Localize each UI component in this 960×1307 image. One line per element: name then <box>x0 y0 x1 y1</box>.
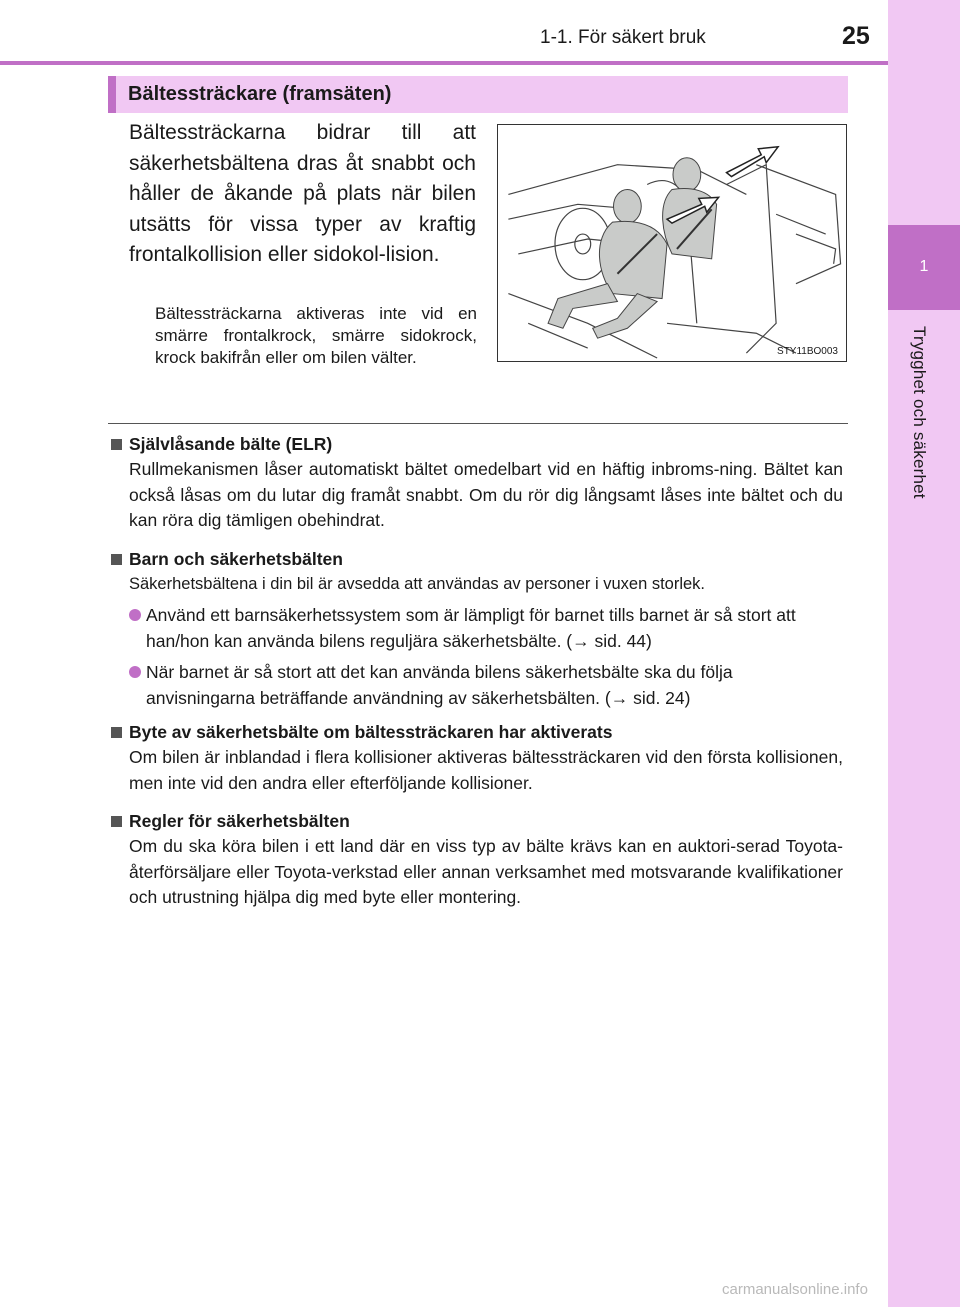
square-bullet-icon <box>111 816 122 827</box>
intro-text: Bältessträckarna bidrar till att säkerhetsbältena dras åt snabbt och håller de åkande på plats när bilen utsätts för vissa typer av kraftig frontalkollision eller sidokol-lision. <box>129 121 476 266</box>
square-bullet-icon <box>111 727 122 738</box>
chapter-label: Trygghet och säkerhet <box>910 326 929 499</box>
section-heading <box>111 719 843 745</box>
section-title-bar <box>108 76 848 113</box>
list-item-text: När barnet är så stort att det kan använda bilens säkerhetsbälte ska du följa anvisningarna beträffande användning av säkerhetsbälten. (→ sid. 24) <box>146 662 733 708</box>
illustration-code: STY11BO003 <box>777 346 838 357</box>
section-body: Säkerhetsbältena i din bil är avsedda att användas av personer i vuxen storlek. <box>129 574 706 593</box>
title-marker <box>108 76 116 113</box>
sections <box>111 431 843 915</box>
chapter-number: 1 <box>919 258 929 275</box>
header-rule <box>0 61 888 65</box>
section-heading-text: Barn och säkerhetsbälten <box>129 548 343 569</box>
section-heading-text: Självlåsande bälte (ELR) <box>129 434 333 454</box>
section-heading <box>111 431 843 457</box>
intro-note: Bältessträckarna aktiveras inte vid en smärre frontalkrock, smärre sidokrock, krock bakifrån eller om bilen välter. <box>155 304 477 367</box>
square-bullet-icon <box>111 439 122 450</box>
list-item <box>129 660 843 711</box>
list-item-text: Använd ett barnsäkerhetssystem som är lämpligt för barnet tills barnet är så stort att han/hon kan använda bilens reguljära säkerhetsbälte. (→ sid. 44) <box>146 605 796 651</box>
section-heading-text: Regler för säkerhetsbälten <box>129 811 350 831</box>
circle-bullet-icon <box>129 666 141 678</box>
section-heading-text: Byte av säkerhetsbälte om bältessträckaren har aktiverats <box>129 722 613 742</box>
section-body: Om du ska köra bilen i ett land där en viss typ av bälte krävs kan en auktori-serad Toyota-återförsäljare eller Toyota-verkstad eller annan verksamhet med motsvarande kvalifikationer och utrustning hjälpa dig med byte eller montering. <box>129 836 843 907</box>
section-title: Bältessträckare (framsäten) <box>128 83 392 105</box>
page-number: 25 <box>842 22 870 50</box>
header-section-title: 1-1. För säkert bruk <box>540 27 706 48</box>
pretensioner-illustration <box>497 124 847 362</box>
section-body: Om bilen är inblandad i flera kollisioner aktiveras bältessträckaren vid den första kollisionen, men inte vid den andra eller efterföljande kollisioner. <box>129 747 843 793</box>
side-tab <box>888 0 960 1307</box>
section-heading <box>111 546 843 572</box>
circle-bullet-icon <box>129 609 141 621</box>
car-interior-drawing <box>498 125 846 361</box>
square-bullet-icon <box>111 554 122 565</box>
section-heading <box>111 808 843 834</box>
section-divider <box>108 423 848 424</box>
watermark: carmanualsonline.info <box>722 1281 868 1298</box>
list-item <box>129 603 843 654</box>
section-body: Rullmekanismen låser automatiskt bältet omedelbart vid en häftig inbroms-ning. Bältet kan också låsas om du lutar dig framåt snabbt. Om du rör dig långsamt låses inte bältet och du kan röra dig tämligen obehindrat. <box>129 459 843 530</box>
